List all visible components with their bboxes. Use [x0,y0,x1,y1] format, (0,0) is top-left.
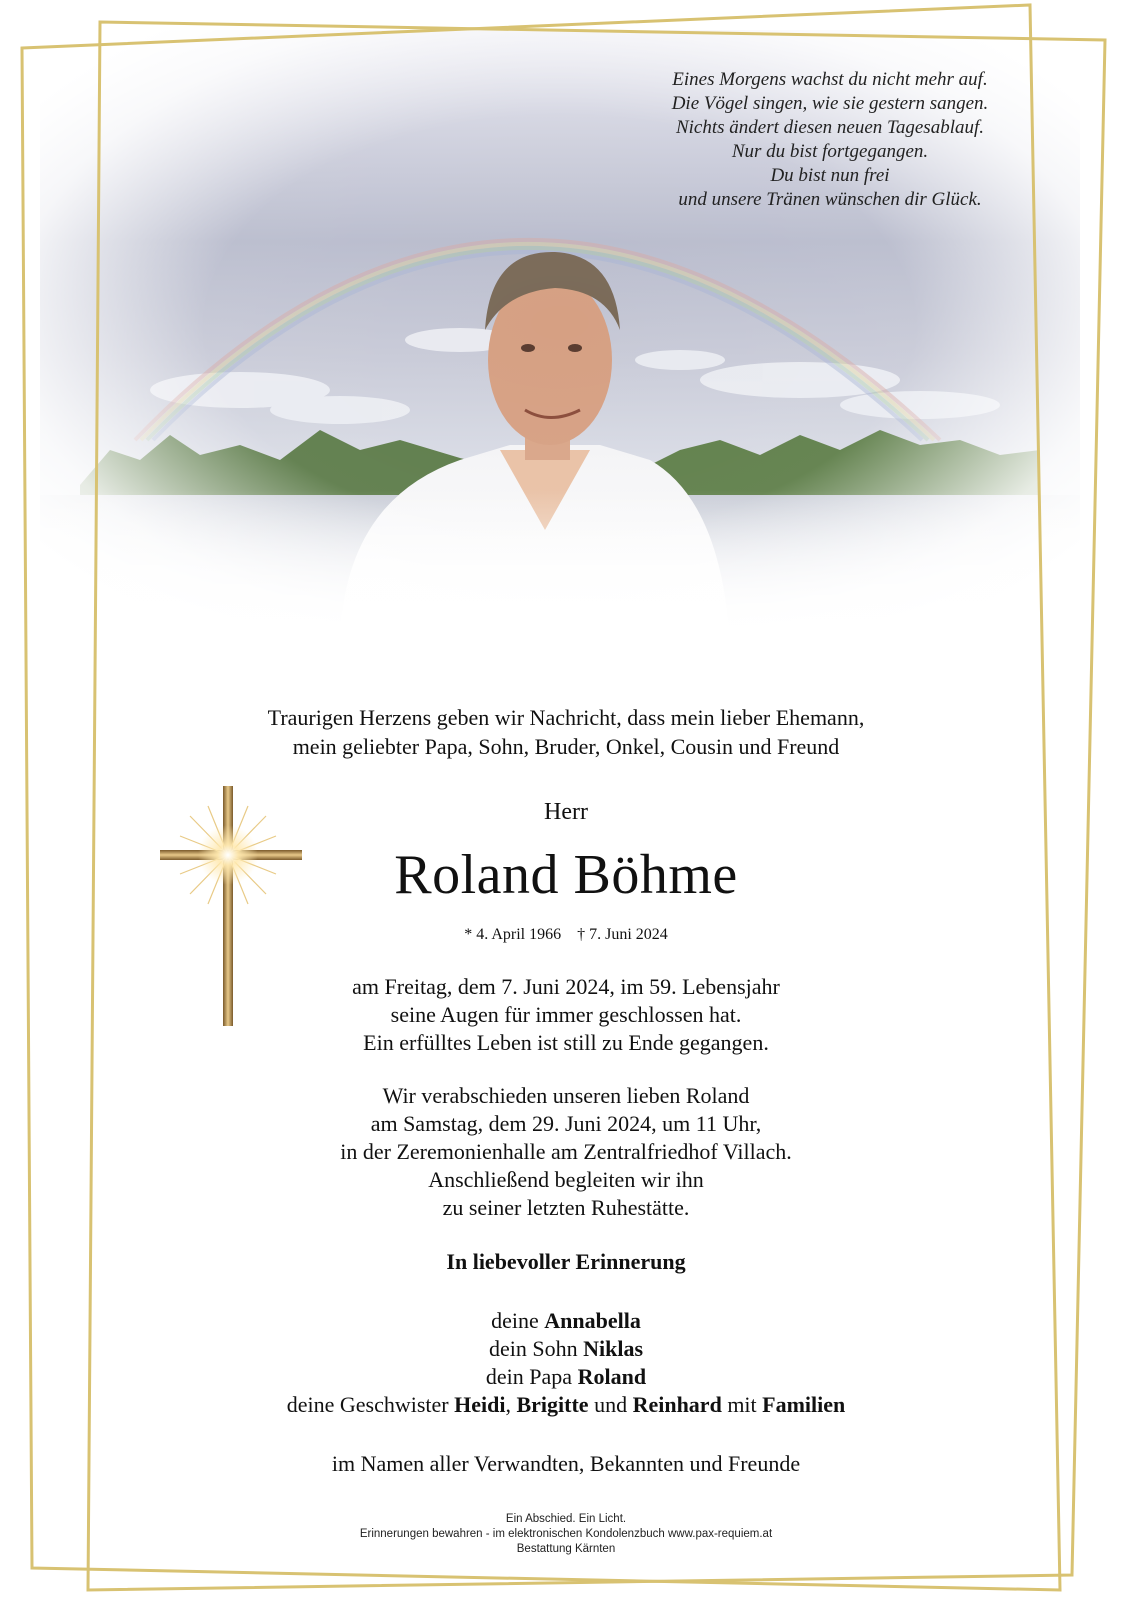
farewell-line: Anschließend begleiten wir ihn [428,1167,704,1192]
deceased-name: Roland Böhme [394,844,738,906]
life-dates [0,926,1132,944]
footer-line: Bestattung Kärnten [516,1543,616,1555]
death-notice [0,973,1132,1057]
birth-date: * 4. April 1966 [464,926,562,943]
poem [600,68,1060,212]
conjunction: und [594,1392,628,1417]
family-name: Reinhard [632,1392,722,1417]
family-prefix: dein Papa [485,1364,573,1389]
family-line-siblings [0,1391,1132,1419]
farewell-line: in der Zeremonienhalle am Zentralfriedhof Villach. [340,1139,792,1164]
separator: , [505,1392,511,1417]
farewell-details [0,1082,1132,1222]
family-line-son [0,1335,1132,1363]
poem-line: und unsere Tränen wünschen dir Glück. [678,189,982,210]
honorific: Herr [544,799,588,825]
family-name: Heidi [454,1392,506,1417]
poem-line: Du bist nun frei [770,165,890,186]
family-prefix: dein Sohn [488,1336,578,1361]
memory-heading: In liebevoller Erinnerung [446,1249,686,1274]
footer-line: Ein Abschied. Ein Licht. [505,1513,627,1525]
intro-text [0,703,1132,761]
conjunction: mit [727,1392,757,1417]
farewell-line: am Samstag, dem 29. Juni 2024, um 11 Uhr, [370,1111,762,1136]
family-name: Familien [762,1392,846,1417]
footer-line: Erinnerungen bewahren - im elektronischen Kondolenzbuch www.pax-requiem.at [359,1528,773,1540]
footer [0,1512,1132,1557]
family-line-wife [0,1307,1132,1335]
family-name: Brigitte [516,1392,589,1417]
closing-line: im Namen aller Verwandten, Bekannten und Freunde [331,1451,801,1476]
family-list [0,1307,1132,1419]
family-line-father [0,1363,1132,1391]
family-name: Niklas [583,1336,644,1361]
farewell-line: Wir verabschieden unseren lieben Roland [382,1083,750,1108]
family-name: Roland [577,1364,647,1389]
death-date: † 7. Juni 2024 [577,926,668,943]
family-prefix: deine Geschwister [286,1392,449,1417]
notice-line: seine Augen für immer geschlossen hat. [390,1002,742,1027]
farewell-line: zu seiner letzten Ruhestätte. [442,1195,690,1220]
family-name: Annabella [544,1308,641,1333]
poem-line: Nur du bist fortgegangen. [731,141,929,162]
family-prefix: deine [491,1308,539,1333]
intro-line: mein geliebter Papa, Sohn, Bruder, Onkel, Cousin und Freund [292,734,840,759]
intro-line: Traurigen Herzens geben wir Nachricht, dass mein lieber Ehemann, [267,705,865,730]
notice-line: Ein erfülltes Leben ist still zu Ende gegangen. [363,1030,769,1055]
notice-line: am Freitag, dem 7. Juni 2024, im 59. Lebensjahr [352,974,780,999]
poem-line: Nichts ändert diesen neuen Tagesablauf. [675,117,985,138]
poem-line: Die Vögel singen, wie sie gestern sangen. [671,93,989,114]
poem-line: Eines Morgens wachst du nicht mehr auf. [672,69,988,90]
